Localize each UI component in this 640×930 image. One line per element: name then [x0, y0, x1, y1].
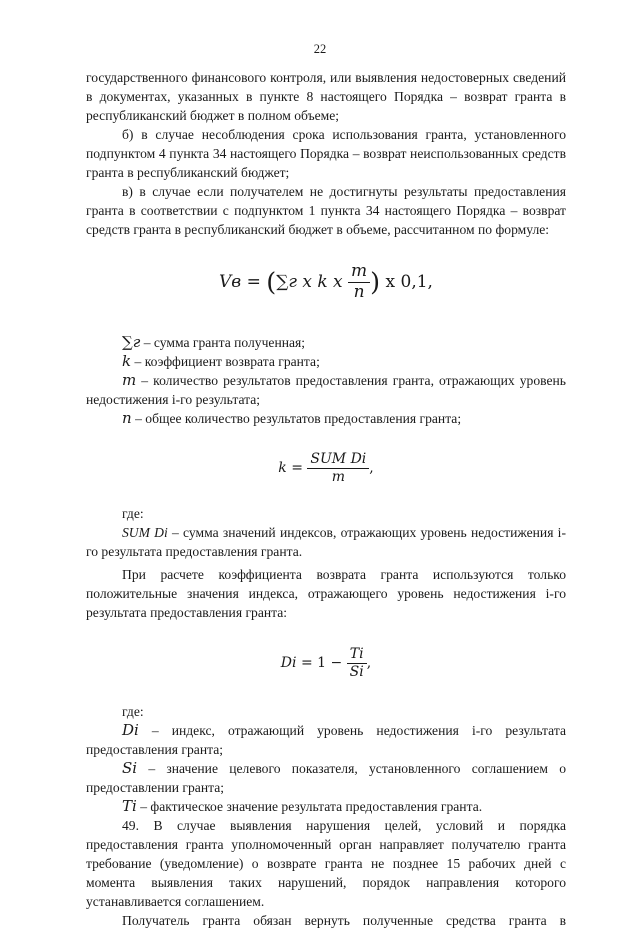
formula-coefficient [86, 442, 566, 494]
formula3-fraction [347, 646, 367, 679]
formula1-numerator: m [348, 262, 370, 283]
definition-ti-symbol: Ti [122, 797, 137, 815]
definition-n-text: – общее количество результатов предоставления гранта; [131, 411, 462, 426]
paragraph-final: Получатель гранта обязан вернуть полученные средства гранта в [122, 913, 566, 928]
formula3-denominator: Si [349, 663, 364, 680]
definition-sum-text: – сумма гранта полученная; [140, 335, 306, 350]
formula1-tail: x 0,1, [380, 272, 433, 292]
definition-si-symbol: Si [122, 759, 138, 777]
definition-sumdi-symbol: SUM Di [122, 525, 168, 540]
definition-ti [86, 797, 566, 816]
formula3-lhs: Di [280, 655, 297, 671]
definition-sumdi-text: – сумма значений индексов, отражающих уровень недостижения i-го результата предоставления гранта. [86, 525, 566, 559]
formula-index [86, 638, 566, 688]
paragraph-b: б) в случае несоблюдения срока использования гранта, установленного подпунктом 4 пункта 34 настоящего Порядка – возврат неиспользованных средств гранта в республиканский бюджет; [86, 127, 566, 180]
formula1-inner: ∑г x k x [276, 272, 349, 292]
formula2-denominator: m [331, 468, 345, 485]
definition-ti-text: – фактическое значение результата предоставления гранта. [136, 799, 483, 814]
formula-return-volume [86, 253, 566, 311]
definition-k-text: – коэффициент возврата гранта; [131, 354, 320, 369]
formula1-fraction [348, 262, 370, 302]
definition-di-text: – индекс, отражающий уровень недостижения i-го результата предоставления гранта; [86, 723, 566, 757]
formula1-close-paren: ) [370, 267, 381, 298]
definition-sum [86, 333, 566, 352]
definition-k-symbol: k [122, 352, 132, 370]
where-label-2: где: [122, 704, 144, 719]
paragraph-continuation: государственного финансового контроля, или выявления недостоверных сведений в документах, указанных в пункте 8 настоящего Порядка – возврат гранта в республиканский бюджет в полном объеме; [86, 70, 566, 123]
formula1-denominator: n [353, 282, 365, 302]
page-number: 22 [313, 42, 327, 56]
definition-di-symbol: Di [122, 721, 139, 739]
definition-m-symbol: m [122, 371, 137, 389]
formula2-fraction [307, 451, 369, 484]
definition-k [86, 352, 566, 371]
definition-m-text: – количество результатов предоставления гранта, отражающих уровень недостижения i-го результата; [86, 373, 566, 407]
formula2-eq: = [286, 460, 308, 476]
formula2-lhs: k [278, 460, 287, 476]
definition-sumdi [86, 523, 566, 561]
formula3-tail: , [366, 655, 372, 671]
paragraph-v: в) в случае если получателем не достигнуты результаты предоставления гранта в соответствии с подпунктом 1 пункта 34 настоящего Порядка – возврат средств гранта в республиканский бюджет в объеме, рассчитанном по формуле: [86, 184, 566, 237]
formula1-lhs: Vв [219, 272, 242, 292]
definition-n-symbol: n [122, 409, 132, 427]
where-label-1: где: [122, 506, 144, 521]
paragraph-calculation: При расчете коэффициента возврата гранта используются только положительные значения индекса, отражающего уровень недостижения i-го результата предоставления гранта: [86, 567, 566, 620]
definition-si [86, 759, 566, 797]
definition-n [86, 409, 566, 428]
definition-sum-symbol: ∑г [122, 333, 141, 351]
definition-si-text: – значение целевого показателя, установленного соглашением о предоставлении гранта; [86, 761, 566, 795]
document-body [86, 68, 566, 930]
formula2-tail: , [369, 460, 374, 476]
formula1-open-paren: ( [266, 267, 277, 298]
formula3-numerator: Ti [347, 646, 367, 663]
definition-m [86, 371, 566, 409]
formula2-numerator: SUM Di [307, 451, 369, 468]
paragraph-49: 49. В случае выявления нарушения целей, условий и порядка предоставления гранта уполномоченный орган направляет получателю гранта требование (уведомление) о возврате гранта не позднее 15 рабочих дней с момента выявления таких нарушений, порядок направления которого устанавливается соглашением. [86, 818, 566, 909]
formula3-eq: = 1 − [296, 655, 347, 671]
formula1-eq: = [241, 272, 267, 292]
definition-di [86, 721, 566, 759]
